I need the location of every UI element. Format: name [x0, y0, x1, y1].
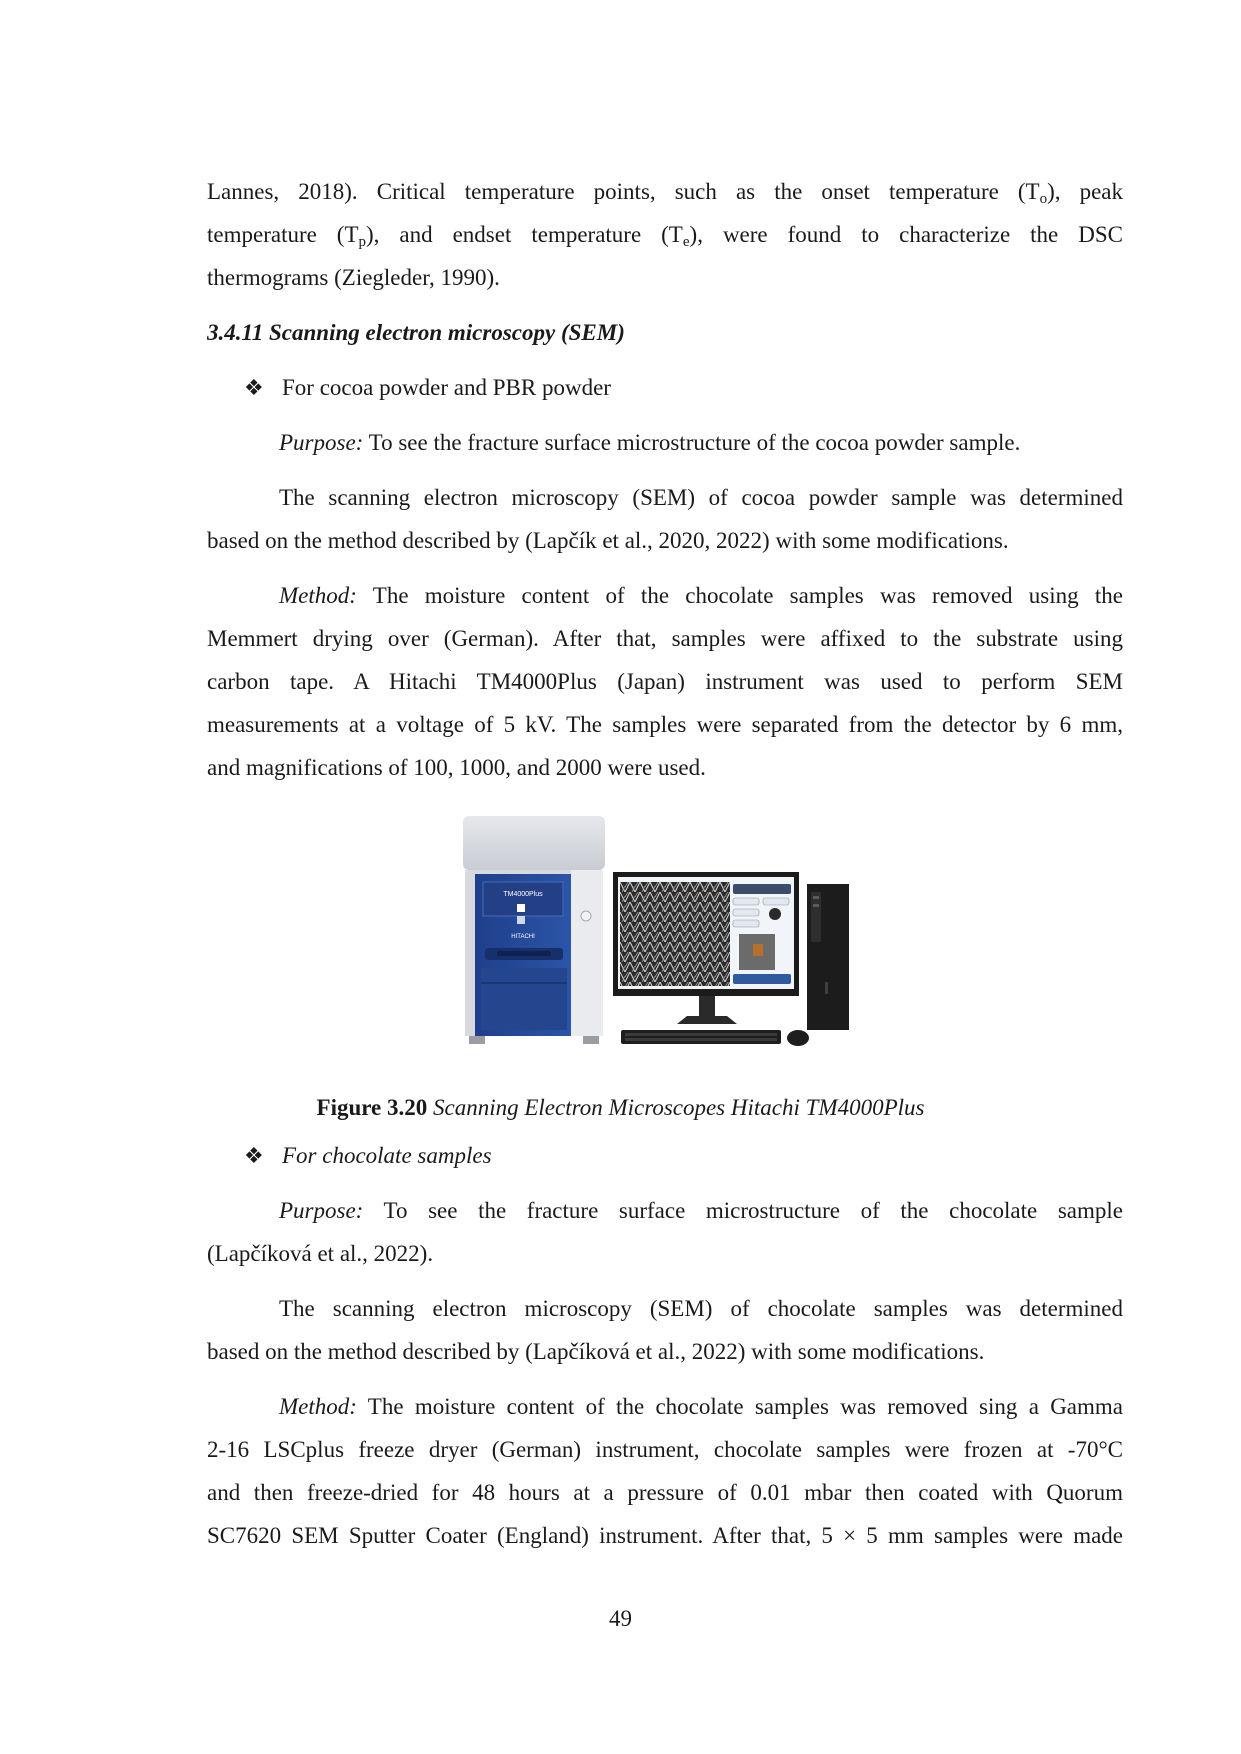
method-1-line-2: Memmert drying over (German). After that, samples were affixed to the substrate using — [207, 626, 1123, 651]
sem-para-2-line-2: based on the method described by (Lapčíková et al., 2022) with some modifications. — [207, 1339, 985, 1364]
para-top-line-3: thermograms (Ziegleder, 1990). — [207, 265, 500, 290]
bullet-2-text: For chocolate samples — [282, 1143, 492, 1168]
para-top-line-1: Lannes, 2018). Critical temperature points, such as the onset temperature $(T_o)$, peak — [207, 179, 1123, 207]
method-2-line-4: SC7620 SEM Sputter Coater (England) instrument. After that, 5 × 5 mm samples were made — [207, 1523, 1123, 1548]
method-2-line-1: Method: The moisture content of the chocolate samples was removed sing a Gamma — [279, 1394, 1123, 1419]
bullet-icon: ❖ — [244, 375, 264, 400]
sem-instrument-image — [455, 812, 875, 1056]
microscope-unit — [463, 816, 605, 1044]
method-1-line-5: and magnifications of 100, 1000, and 2000 were used. — [207, 755, 706, 780]
sem-para-2-line-1: The scanning electron microscopy (SEM) of chocolate samples was determined — [279, 1296, 1123, 1321]
monitor — [613, 872, 799, 1024]
pc-tower — [807, 884, 849, 1030]
method-2-line-2: 2-16 LSCplus freeze dryer (German) instrument, chocolate samples were frozen at -70°C — [207, 1437, 1123, 1462]
page-number: 49 — [609, 1606, 632, 1631]
bullet-icon: ❖ — [244, 1143, 264, 1168]
sem-para-1-line-1: The scanning electron microscopy (SEM) of cocoa powder sample was determined — [279, 485, 1123, 510]
figure-caption: Figure 3.20 Scanning Electron Microscopes Hitachi TM4000Plus — [316, 1095, 925, 1120]
brand-label: HITACHI — [511, 934, 535, 940]
keyboard — [621, 1030, 781, 1044]
section-heading: 3.4.11 Scanning electron microscopy (SEM) — [207, 320, 625, 345]
mouse — [787, 1030, 809, 1046]
sem-para-1-line-2: based on the method described by (Lapčík et al., 2020, 2022) with some modifications. — [207, 528, 1009, 553]
method-1-line-3: carbon tape. A Hitachi TM4000Plus (Japan) instrument was used to perform SEM — [207, 669, 1123, 694]
purpose-1: Purpose: To see the fracture surface microstructure of the cocoa powder sample. — [279, 430, 1021, 455]
device-label: TM4000Plus — [503, 891, 543, 898]
purpose-2-line-2: (Lapčíková et al., 2022). — [207, 1241, 434, 1266]
sem-instrument-figure — [455, 812, 875, 1056]
method-1-line-4: measurements at a voltage of 5 kV. The samples were separated from the detector by 6 mm, — [207, 712, 1123, 737]
para-top-line-2: temperature $(T_p)$, and endset temperature $(T_e)$, were found to characterize the DSC — [207, 222, 1123, 250]
bullet-1-text: For cocoa powder and PBR powder — [282, 375, 611, 400]
method-2-line-3: and then freeze-dried for 48 hours at a pressure of 0.01 mbar then coated with Quorum — [207, 1480, 1123, 1505]
method-1-line-1: Method: The moisture content of the chocolate samples was removed using the — [279, 583, 1123, 608]
purpose-2-line-1: Purpose: To see the fracture surface microstructure of the chocolate sample — [279, 1198, 1123, 1223]
